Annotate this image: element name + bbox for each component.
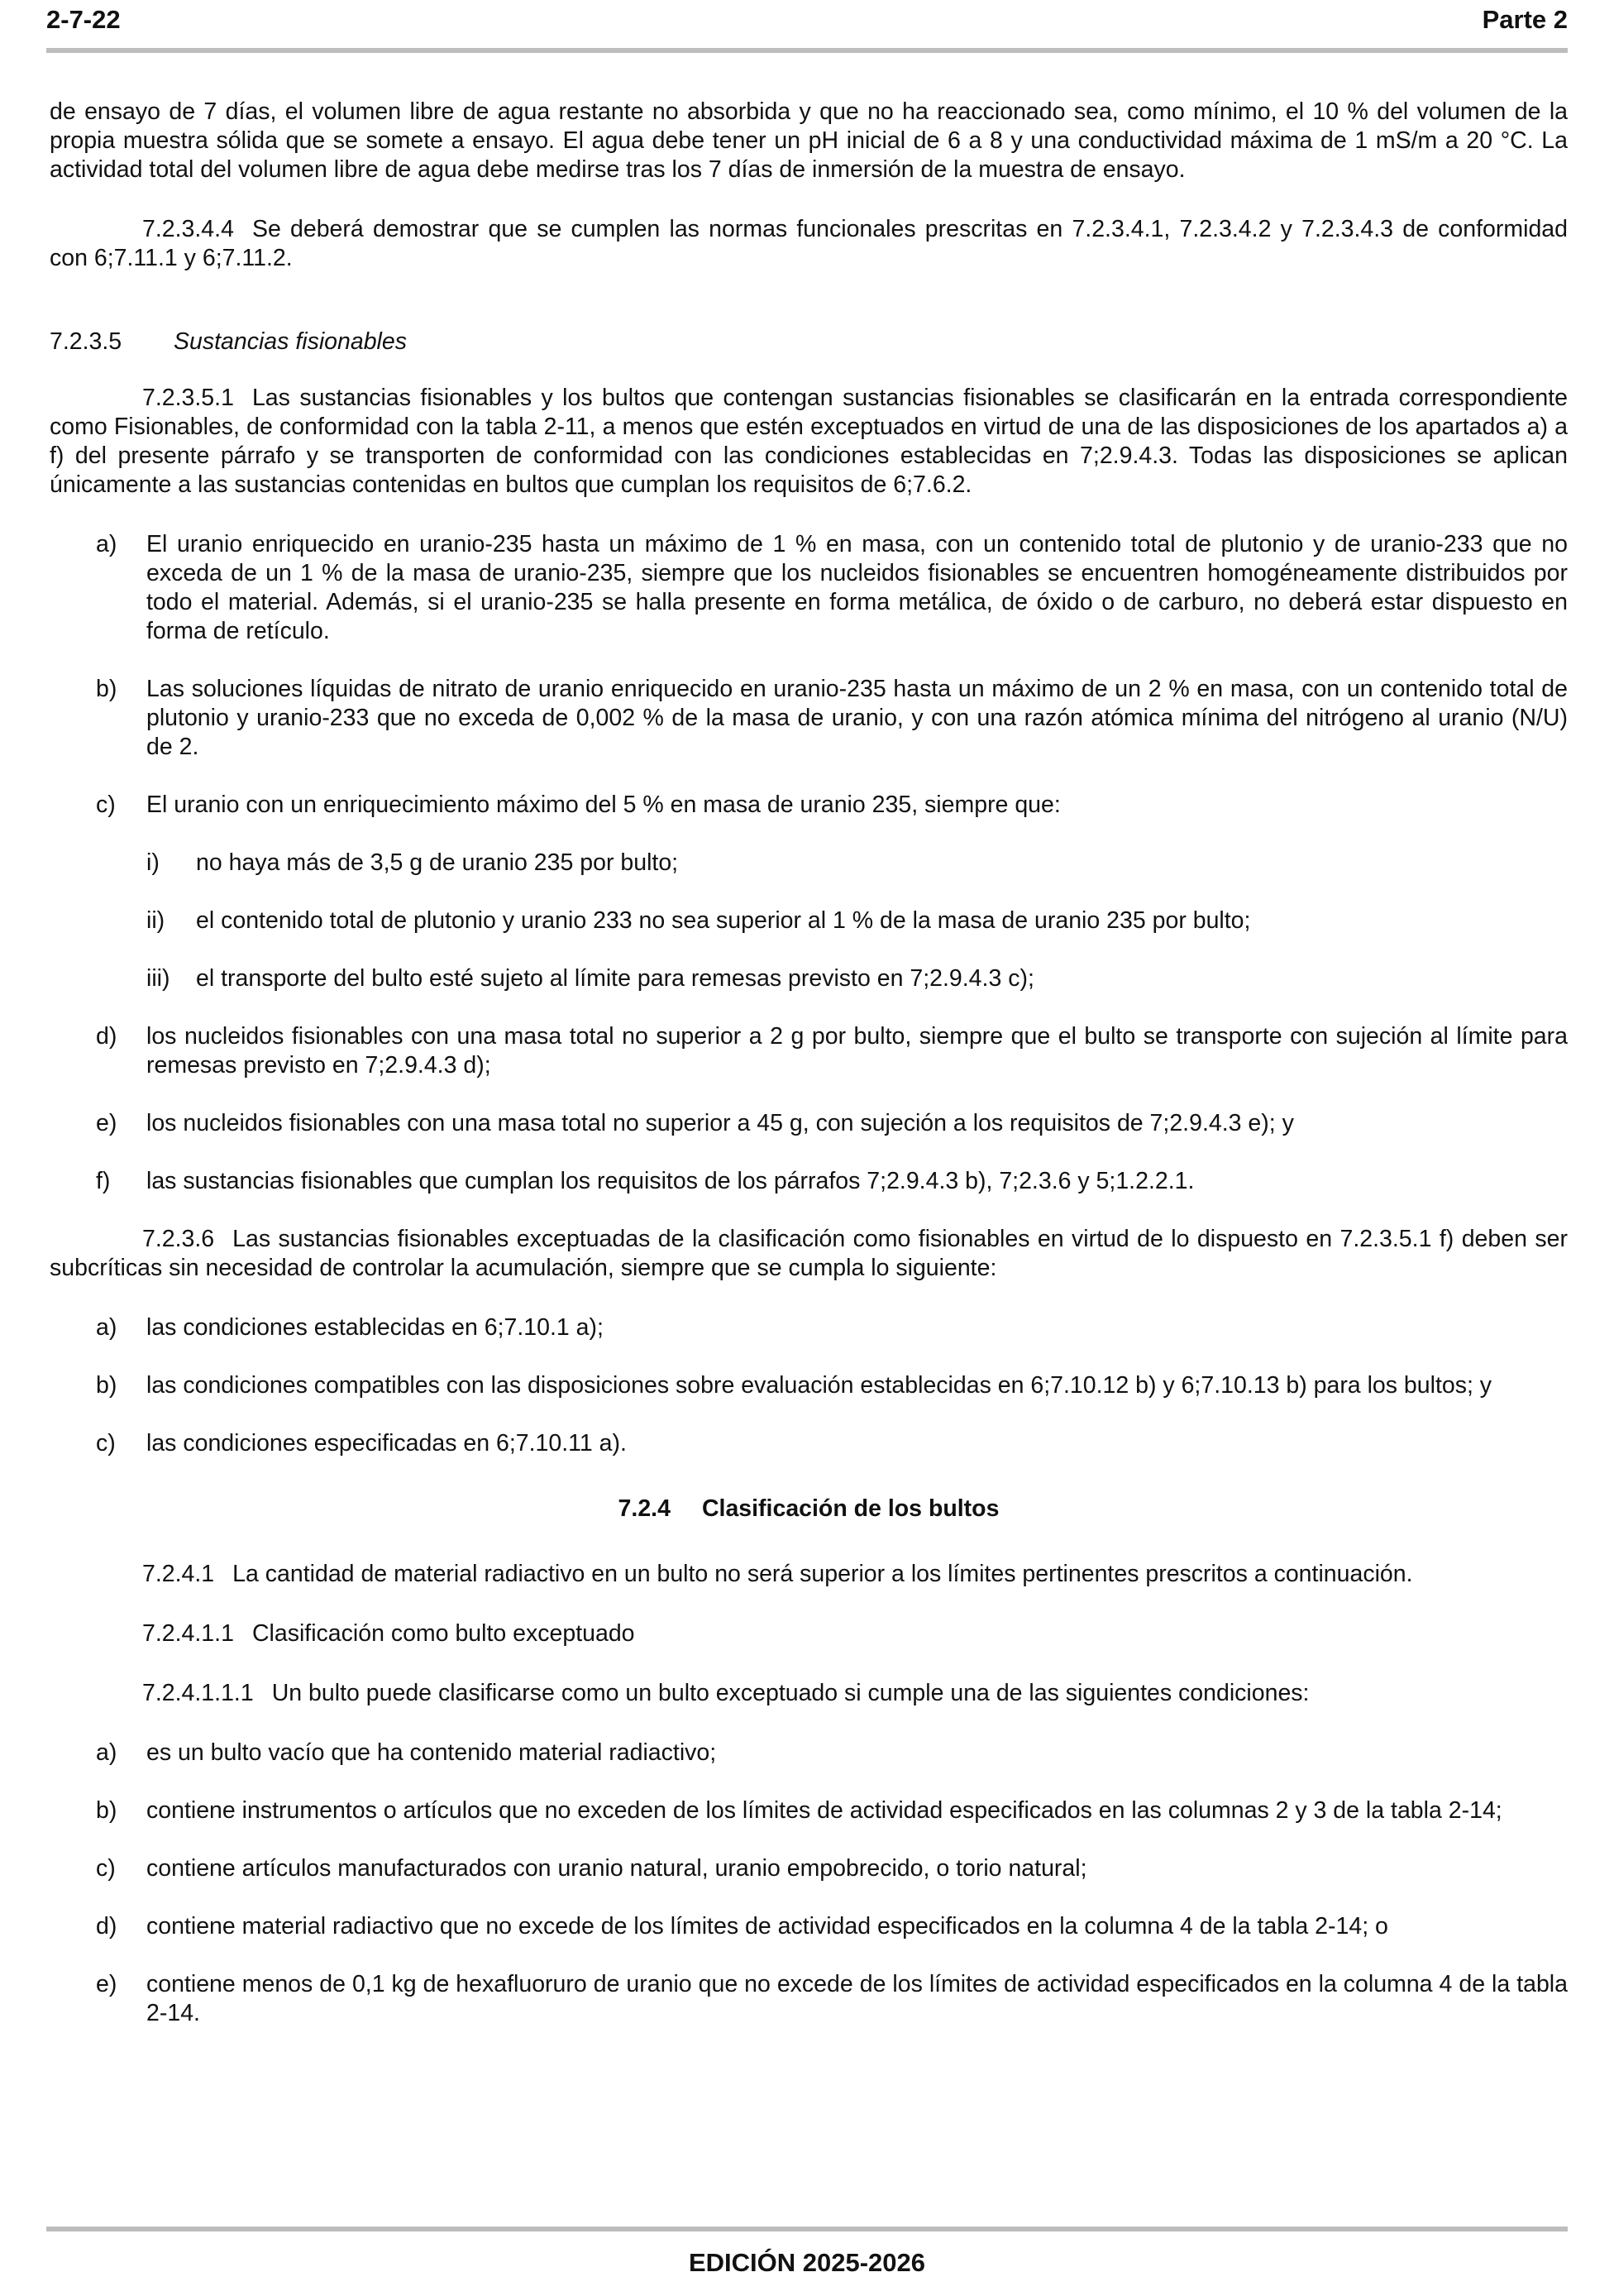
list-item bbox=[50, 1912, 1568, 1941]
list-label: d) bbox=[96, 1913, 117, 1940]
sub-list-item bbox=[50, 906, 1568, 935]
list-item bbox=[50, 1313, 1568, 1342]
paragraph-text: Se deberá demostrar que se cumplen las normas funcionales prescritas en 7.2.3.4.1, 7.2.3.4.2 y 7.2.3.4.3 de conformidad con 6;7.11.1 y 6;7.11.2. bbox=[50, 216, 1568, 271]
list-item bbox=[50, 530, 1568, 646]
intro-paragraph: de ensayo de 7 días, el volumen libre de agua restante no absorbida y que no ha reaccionado sea, como mínimo, el 10 % del volumen de la propia muestra sólida que se somete a ensayo. El agua debe tener un pH inicial de 6 a 8 y una conductividad máxima de 1 mS/m a 20 °C. La actividad total del volumen libre de agua debe medirse tras los 7 días de inmersión de la muestra de ensayo. bbox=[50, 98, 1568, 183]
list-item bbox=[50, 1970, 1568, 2028]
footer-rule bbox=[46, 2227, 1568, 2231]
document-body bbox=[50, 98, 1568, 2057]
paragraph-number: 7.2.3.5.1 bbox=[142, 385, 234, 411]
list-text: contiene menos de 0,1 kg de hexafluoruro de uranio que no excede de los límites de actividad especificados en la columna 4 de la tabla 2-14. bbox=[146, 1971, 1568, 2026]
list-text: contiene material radiactivo que no excede de los límites de actividad especificados en la columna 4 de la tabla 2-14; o bbox=[146, 1913, 1388, 1940]
paragraph-7-2-4-1-1 bbox=[50, 1619, 1568, 1648]
list-text: las sustancias fisionables que cumplan los requisitos de los párrafos 7;2.9.4.3 b), 7;2.3.6 y 5;1.2.2.1. bbox=[146, 1168, 1195, 1194]
list-label: c) bbox=[96, 1855, 116, 1882]
list-item bbox=[50, 1371, 1568, 1400]
list-text: las condiciones especificadas en 6;7.10.11 a). bbox=[146, 1430, 627, 1457]
list-item bbox=[50, 1739, 1568, 1767]
list-label: e) bbox=[96, 1110, 117, 1136]
list-text: El uranio con un enriquecimiento máximo del 5 % en masa de uranio 235, siempre que: bbox=[146, 792, 1061, 818]
paragraph-7-2-4-1-1-1 bbox=[50, 1679, 1568, 1708]
paragraph-text: La cantidad de material radiactivo en un bulto no será superior a los límites pertinentes prescritos a continuación. bbox=[232, 1561, 1413, 1587]
list-label: d) bbox=[96, 1023, 117, 1050]
paragraph-text: Un bulto puede clasificarse como un bulto exceptuado si cumple una de las siguientes condiciones: bbox=[271, 1680, 1310, 1706]
list-text: no haya más de 3,5 g de uranio 235 por bulto; bbox=[196, 849, 679, 876]
paragraph-text: Las sustancias fisionables y los bultos que contengan sustancias fisionables se clasificarán en la entrada correspondiente como Fisionables, de conformidad con la tabla 2-11, a menos que estén exceptuados en virtud de una de las disposiciones de los apartados a) a f) del presente párrafo y se transporten de conformidad con las condiciones establecidas en 7;2.9.4.3. Todas las disposiciones se aplican únicamente a las sustancias contenidas en bultos que cumplan los requisitos de 6;7.6.2. bbox=[50, 385, 1568, 498]
list-label: ii) bbox=[146, 907, 165, 934]
list-text: el contenido total de plutonio y uranio 233 no sea superior al 1 % de la masa de uranio 235 por bulto; bbox=[196, 907, 1251, 934]
list-text: contiene instrumentos o artículos que no exceden de los límites de actividad especificados en las columnas 2 y 3 de la tabla 2-14; bbox=[146, 1797, 1502, 1824]
list-text: los nucleidos fisionables con una masa total no superior a 45 g, con sujeción a los requisitos de 7;2.9.4.3 e); y bbox=[146, 1110, 1294, 1136]
list-item bbox=[50, 675, 1568, 762]
list-label: b) bbox=[96, 676, 117, 702]
list-item bbox=[50, 791, 1568, 820]
list-item bbox=[50, 1167, 1568, 1196]
list-text: el transporte del bulto esté sujeto al límite para remesas previsto en 7;2.9.4.3 c); bbox=[196, 965, 1034, 992]
page-number: 2-7-22 bbox=[46, 5, 121, 34]
section-heading-7-2-4 bbox=[50, 1495, 1568, 1523]
list-7-2-4-1-1-1 bbox=[50, 1739, 1568, 2028]
list-item bbox=[50, 1796, 1568, 1825]
list-item bbox=[50, 1109, 1568, 1138]
paragraph-number: 7.2.4.1.1 bbox=[142, 1620, 234, 1647]
sub-list-item bbox=[50, 964, 1568, 993]
list-7-2-3-6 bbox=[50, 1313, 1568, 1458]
list-label: i) bbox=[146, 849, 160, 876]
list-label: a) bbox=[96, 1739, 117, 1766]
part-label: Parte 2 bbox=[1482, 5, 1568, 34]
list-label: e) bbox=[96, 1971, 117, 1997]
paragraph-number: 7.2.4.1 bbox=[142, 1561, 215, 1587]
list-7-2-3-5-1 bbox=[50, 530, 1568, 1196]
list-text: es un bulto vacío que ha contenido material radiactivo; bbox=[146, 1739, 717, 1766]
section-title: Sustancias fisionables bbox=[174, 328, 407, 355]
section-title: Clasificación de los bultos bbox=[701, 1495, 1000, 1522]
paragraph-number: 7.2.3.6 bbox=[142, 1226, 215, 1252]
list-text: las condiciones establecidas en 6;7.10.1 a); bbox=[146, 1314, 604, 1341]
header-rule bbox=[46, 48, 1568, 53]
list-label: b) bbox=[96, 1372, 117, 1399]
list-item bbox=[50, 1022, 1568, 1080]
list-label: c) bbox=[96, 792, 116, 818]
list-label: a) bbox=[96, 1314, 117, 1341]
list-label: b) bbox=[96, 1797, 117, 1824]
paragraph-7-2-3-4-4 bbox=[50, 215, 1568, 273]
section-number: 7.2.3.5 bbox=[50, 328, 122, 355]
edition-footer: EDICIÓN 2025-2026 bbox=[688, 2248, 926, 2277]
sub-list-item bbox=[50, 849, 1568, 878]
paragraph-7-2-3-5-1 bbox=[50, 384, 1568, 500]
list-text: El uranio enriquecido en uranio-235 hasta un máximo de 1 % en masa, con un contenido total de plutonio y de uranio-233 que no exceda de un 1 % de la masa de uranio-235, siempre que los nucleidos fisionables se encuentren homogéneamente distribuidos por todo el material. Además, si el uranio-235 se halla presente en forma metálica, de óxido o de carburo, no deberá estar dispuesto en forma de retículo. bbox=[146, 531, 1568, 644]
list-text: las condiciones compatibles con las disposiciones sobre evaluación establecidas en 6;7.10.12 b) y 6;7.10.13 b) para los bultos; y bbox=[146, 1372, 1492, 1399]
list-item bbox=[50, 1854, 1568, 1883]
paragraph-number: 7.2.3.4.4 bbox=[142, 216, 234, 242]
list-item bbox=[50, 1429, 1568, 1458]
list-label: iii) bbox=[146, 965, 170, 992]
list-text: los nucleidos fisionables con una masa total no superior a 2 g por bulto, siempre que el bulto se transporte con sujeción al límite para remesas previsto en 7;2.9.4.3 d); bbox=[146, 1023, 1568, 1079]
paragraph-number: 7.2.4.1.1.1 bbox=[142, 1680, 254, 1706]
list-text: contiene artículos manufacturados con uranio natural, uranio empobrecido, o torio natural; bbox=[146, 1855, 1087, 1882]
section-number: 7.2.4 bbox=[618, 1495, 671, 1522]
list-text: Las soluciones líquidas de nitrato de uranio enriquecido en uranio-235 hasta un máximo de un 2 % en masa, con un contenido total de plutonio y uranio-233 que no exceda de 0,002 % de la masa de uranio, y con una razón atómica mínima del nitrógeno al uranio (N/U) de 2. bbox=[146, 676, 1568, 760]
paragraph-text: Las sustancias fisionables exceptuadas de la clasificación como fisionables en virtud de lo dispuesto en 7.2.3.5.1 f) deben ser subcríticas sin necesidad de controlar la acumulación, siempre que se cumpla lo siguiente: bbox=[50, 1226, 1568, 1281]
page-header bbox=[46, 5, 1568, 38]
paragraph-7-2-4-1 bbox=[50, 1560, 1568, 1589]
paragraph-7-2-3-6 bbox=[50, 1225, 1568, 1283]
section-heading-7-2-3-5 bbox=[50, 328, 1568, 356]
list-label: a) bbox=[96, 531, 117, 557]
paragraph-text: Clasificación como bulto exceptuado bbox=[251, 1620, 635, 1647]
list-label: c) bbox=[96, 1430, 116, 1457]
list-label: f) bbox=[96, 1168, 111, 1194]
